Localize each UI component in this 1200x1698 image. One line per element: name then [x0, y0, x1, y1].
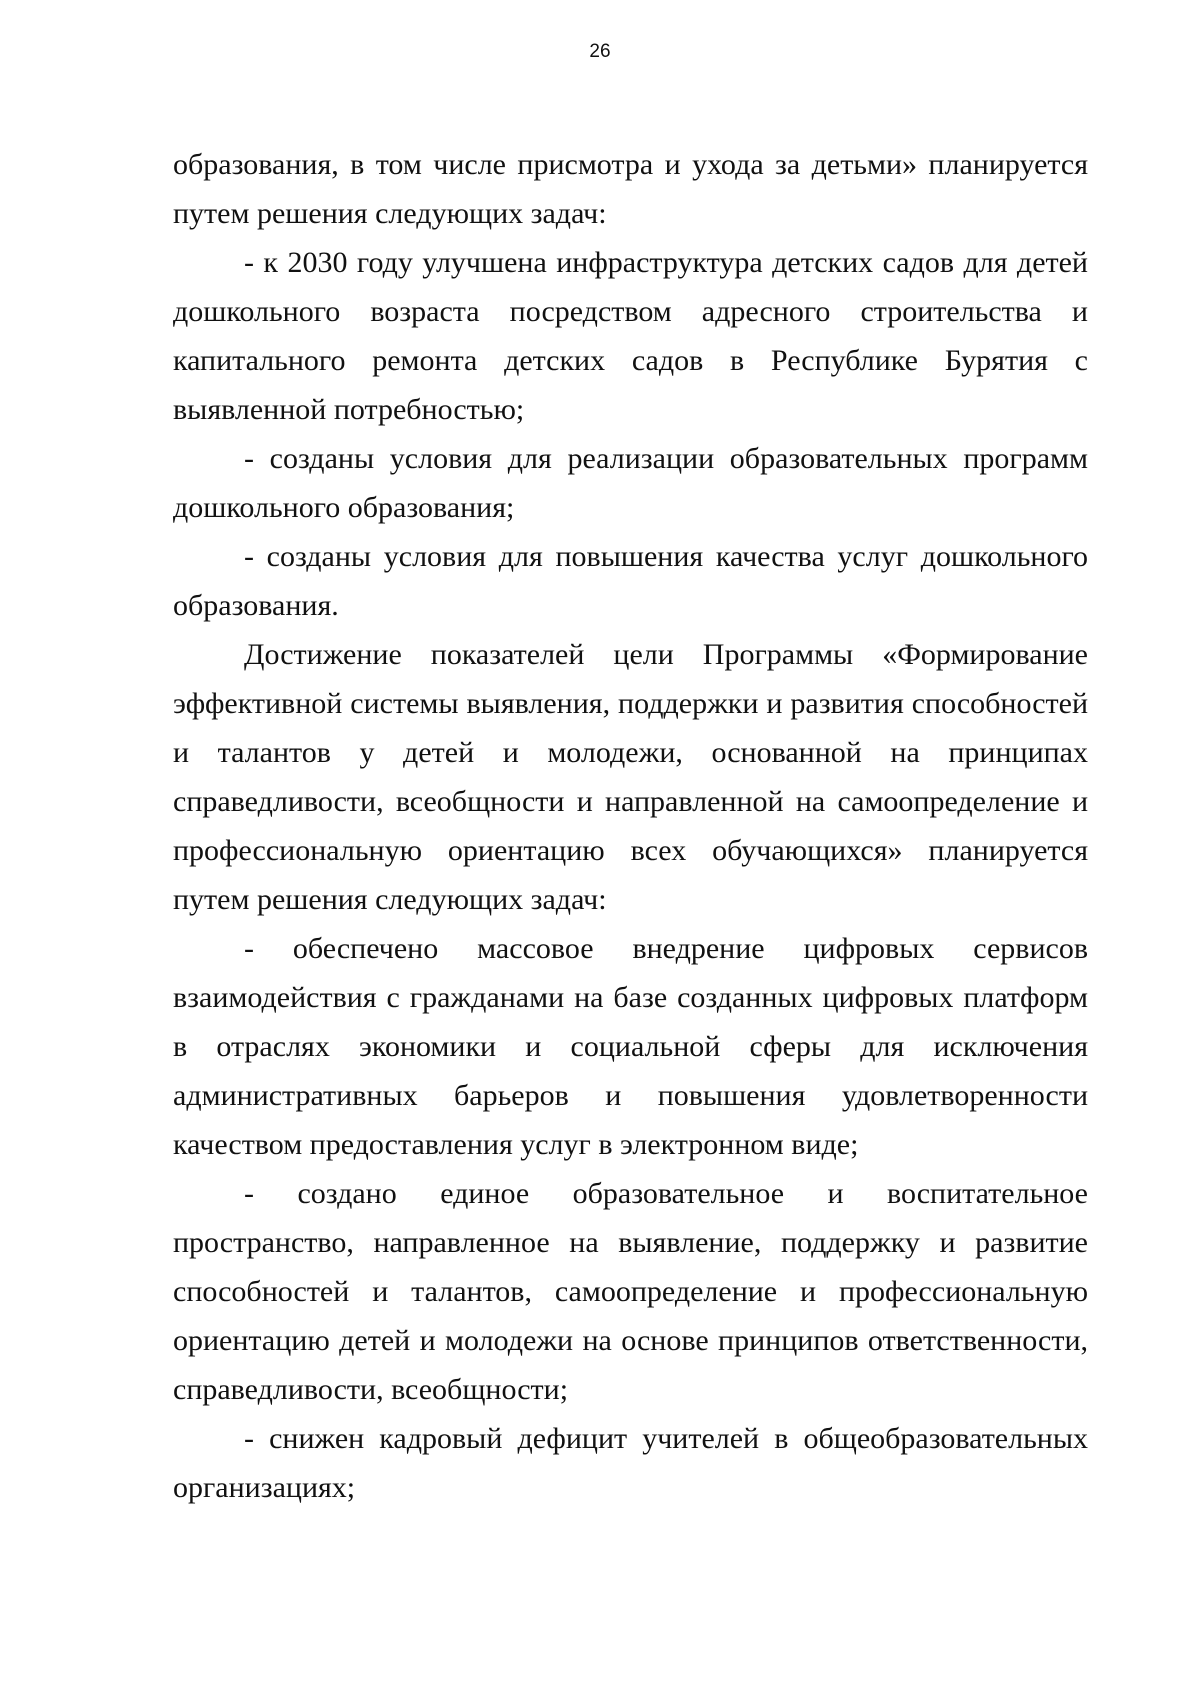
paragraph-continuation: образования, в том числе присмотра и ухода за детьми» планируется путем решения следующих задач:: [173, 148, 1088, 230]
page-number: 26: [589, 41, 611, 62]
list-item-educational-space: - создано единое образовательное и воспитательное пространство, направленное на выявление, поддержку и развитие способностей и талантов, самоопределение и профессиональную ориентацию детей и молодежи на основе принципов ответственности, справедливости, всеобщности;: [173, 1177, 1088, 1406]
paragraph-talent-goal: Достижение показателей цели Программы «Формирование эффективной системы выявления, поддержки и развития способностей и талантов у детей и молодежи, основанной на принципах справедливости, всеобщности и направленной на самоопределение и профессиональную ориентацию всех обучающихся» планируется путем решения следующих задач:: [173, 638, 1088, 916]
list-item-preschool-quality: - созданы условия для повышения качества услуг дошкольного образования.: [173, 540, 1088, 622]
list-item-kindergarten-infrastructure: - к 2030 году улучшена инфраструктура детских садов для детей дошкольного возраста посредством адресного строительства и капитального ремонта детских садов в Республике Бурятия с выявленной потребностью;: [173, 246, 1088, 426]
document-body: [173, 140, 1088, 1512]
list-item-digital-services: - обеспечено массовое внедрение цифровых сервисов взаимодействия с гражданами на базе созданных цифровых платформ в отраслях экономики и социальной сферы для исключения административных барьеров и повышения удовлетворенности качеством предоставления услуг в электронном виде;: [173, 932, 1088, 1161]
list-item-preschool-programs: - созданы условия для реализации образовательных программ дошкольного образования;: [173, 442, 1088, 524]
list-item-teacher-shortage: - снижен кадровый дефицит учителей в общеобразовательных организациях;: [173, 1422, 1088, 1504]
